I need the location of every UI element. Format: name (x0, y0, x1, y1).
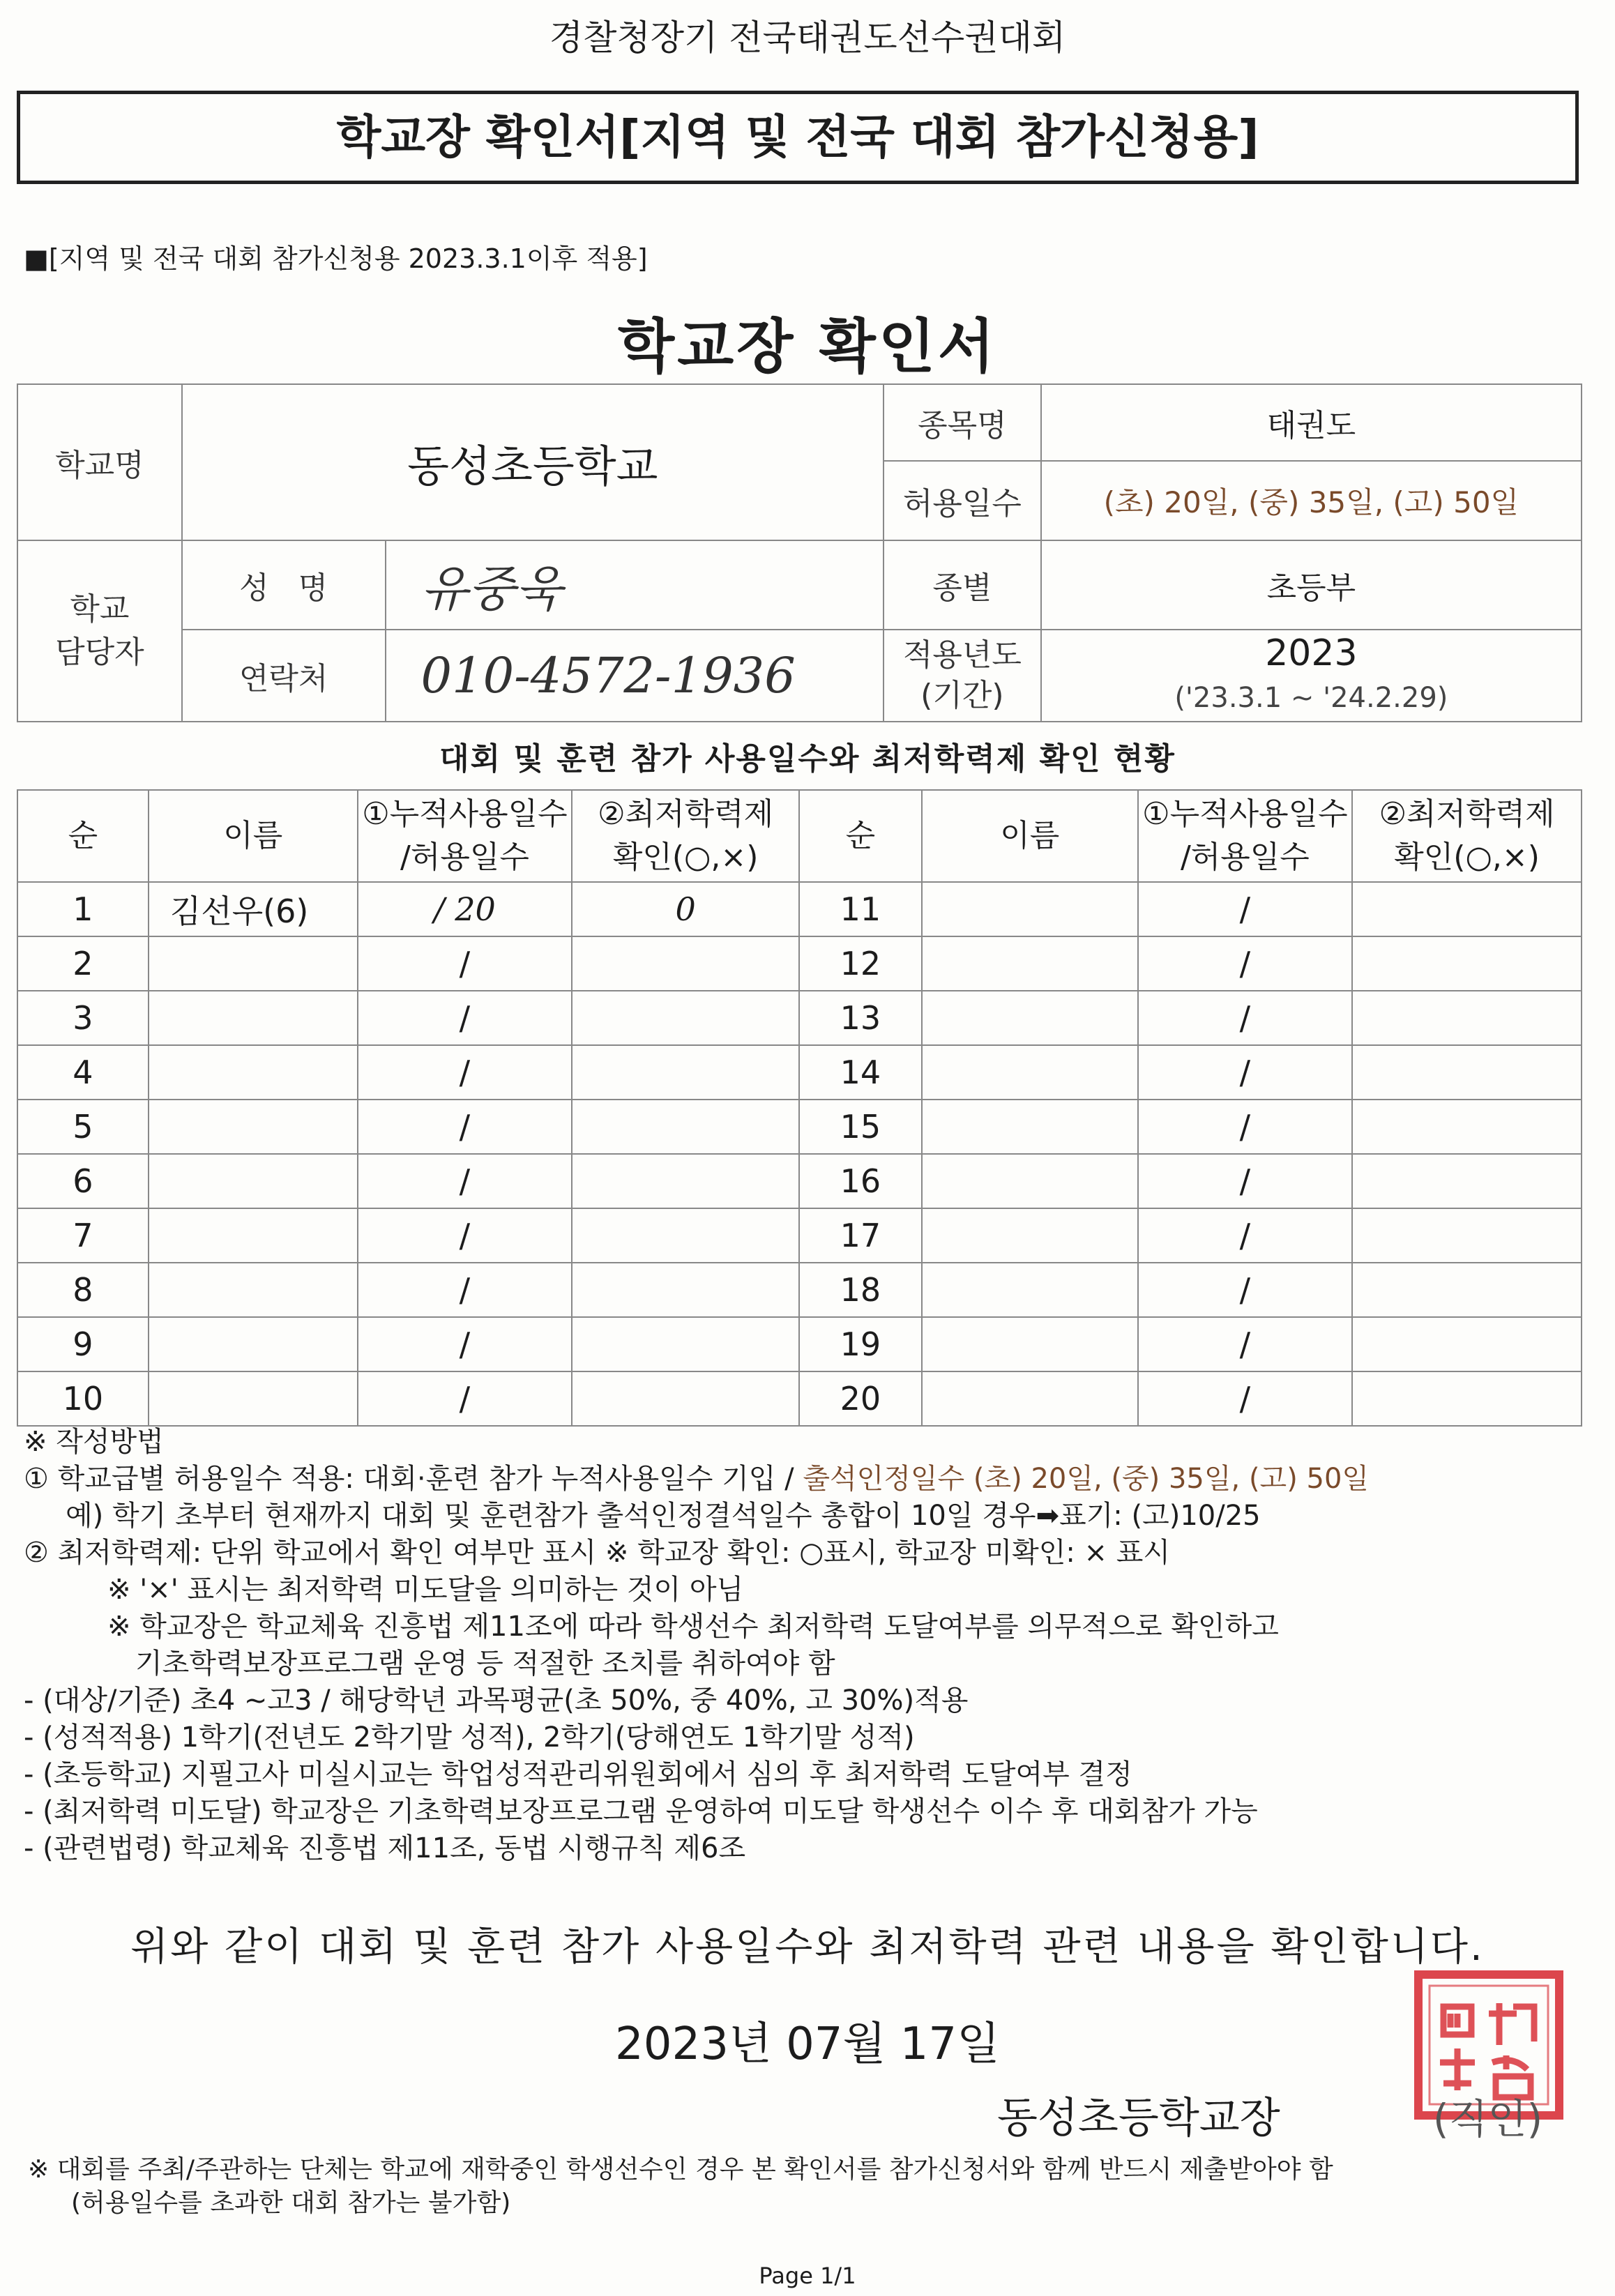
principal-title: 동성초등학교장 (997, 2094, 1280, 2143)
min-academic-check (572, 991, 799, 1045)
min-academic-check: 0 (572, 882, 799, 936)
min-academic-check (1352, 991, 1582, 1045)
instruction-1 (24, 1461, 1593, 1498)
days-used: / (358, 936, 573, 991)
days-used: / (358, 1317, 573, 1371)
instructions (24, 1424, 1593, 1867)
form-title: 학교장 확인서[지역 및 전국 대회 참가신청용] (336, 110, 1259, 164)
row-number: 3 (17, 991, 149, 1045)
min-academic-check (572, 1154, 799, 1208)
row-number: 2 (17, 936, 149, 991)
student-name (149, 1100, 358, 1154)
event-title: 경찰청장기 전국태권도선수권대회 (549, 17, 1066, 58)
days-used: / (1138, 1045, 1353, 1100)
student-name (922, 1371, 1138, 1426)
min-academic-check (1352, 1045, 1582, 1100)
table-row (17, 1371, 1582, 1426)
footer-note (28, 2153, 1597, 2220)
contact-name-signature: 유중욱 (386, 540, 884, 630)
contact-label (17, 540, 182, 722)
main-title: 학교장 확인서 (617, 312, 998, 381)
min-academic-check (572, 1371, 799, 1426)
row-number: 6 (17, 1154, 149, 1208)
days-used: / 20 (358, 882, 573, 936)
instruction-1-example: 예) 학기 초부터 현재까지 대회 및 훈련참가 출석인정결석일수 총합이 10일 경우➡표기: (고)10/25 (66, 1500, 1261, 1532)
student-name (922, 1045, 1138, 1100)
instruction-2-note-b1: ※ 학교장은 학교체육 진흥법 제11조에 따라 학생선수 최저학력 도달여부를 의무적으로 확인하고 (107, 1611, 1279, 1643)
days-used: / (1138, 1100, 1353, 1154)
row-number: 18 (799, 1263, 922, 1317)
school-info-table (17, 383, 1582, 722)
days-used: / (358, 1208, 573, 1263)
min-academic-check (1352, 882, 1582, 936)
student-name (922, 1263, 1138, 1317)
days-used: / (1138, 882, 1353, 936)
row-number: 11 (799, 882, 922, 936)
days-used: / (358, 1045, 573, 1100)
min-academic-check (1352, 1154, 1582, 1208)
instruction-2-note-a: ※ '×' 표시는 최저학력 미도달을 의미하는 것이 아님 (107, 1574, 744, 1606)
instruction-1-allowed: 출석인정일수 (초) 20일, (중) 35일, (고) 50일 (803, 1463, 1370, 1495)
row-number: 13 (799, 991, 922, 1045)
days-used: / (358, 1371, 573, 1426)
division-label: 종별 (884, 540, 1041, 630)
seal-mark-text: (직인) (1433, 2095, 1543, 2143)
allowed-days-value: (초) 20일, (중) 35일, (고) 50일 (1041, 461, 1582, 540)
days-used: / (358, 1154, 573, 1208)
min-academic-check (1352, 1100, 1582, 1154)
days-used: / (358, 991, 573, 1045)
row-number: 9 (17, 1317, 149, 1371)
roster-table (17, 789, 1582, 1427)
school-name: 동성초등학교 (182, 384, 884, 540)
header-days-line2: /허용일수 (1180, 839, 1310, 875)
detail-1: - (대상/기준) 초4 ~고3 / 해당학년 과목평균(초 50%, 중 40%, 고 30%)적용 (24, 1685, 969, 1717)
min-academic-check (572, 1100, 799, 1154)
contact-label-2: 담당자 (55, 634, 144, 670)
days-used: / (1138, 1371, 1353, 1426)
header-check-line2: 확인(○,×) (1394, 839, 1540, 875)
student-name (149, 1263, 358, 1317)
days-used: / (358, 1100, 573, 1154)
header-check-right (1352, 790, 1582, 882)
student-name (922, 1317, 1138, 1371)
confirmation-statement: 위와 같이 대회 및 훈련 참가 사용일수와 최저학력 관련 내용을 확인합니다. (130, 1924, 1485, 1970)
detail-5: - (관련법령) 학교체육 진흥법 제11조, 동법 시행규칙 제6조 (24, 1832, 746, 1864)
min-academic-check (1352, 1208, 1582, 1263)
days-used: / (1138, 1317, 1353, 1371)
header-check-line1: ②최저학력제 (598, 796, 774, 832)
instructions-heading: ※ 작성방법 (24, 1426, 164, 1458)
table-row (17, 991, 1582, 1045)
student-name (922, 991, 1138, 1045)
row-number: 20 (799, 1371, 922, 1426)
student-name (922, 1154, 1138, 1208)
student-name (149, 991, 358, 1045)
sport-label: 종목명 (884, 384, 1041, 461)
header-days-right (1138, 790, 1353, 882)
table-row (17, 1045, 1582, 1100)
detail-4: - (최저학력 미도달) 학교장은 기초학력보장프로그램 운영하여 미도달 학생선수 이수 후 대회참가 가능 (24, 1795, 1258, 1827)
days-used: / (1138, 1154, 1353, 1208)
instruction-1-text: ① 학교급별 허용일수 적용: 대회·훈련 참가 누적사용일수 기입 / (24, 1463, 803, 1495)
student-name: 김선우(6) (149, 882, 358, 936)
student-name (149, 936, 358, 991)
row-number: 17 (799, 1208, 922, 1263)
detail-2: - (성적적용) 1학기(전년도 2학기말 성적), 2학기(당해연도 1학기말 성적) (24, 1721, 915, 1754)
days-used: / (358, 1263, 573, 1317)
student-name (922, 1100, 1138, 1154)
row-number: 15 (799, 1100, 922, 1154)
header-days-line1: ①누적사용일수 (362, 796, 568, 832)
min-academic-check (572, 1208, 799, 1263)
contact-phone-label: 연락처 (182, 630, 386, 722)
applies-note: ■[지역 및 전국 대회 참가신청용 2023.3.1이후 적용] (24, 243, 648, 274)
header-seq-left: 순 (17, 790, 149, 882)
instruction-2-note-b2: 기초학력보장프로그램 운영 등 적절한 조치를 취하여야 함 (135, 1648, 835, 1680)
student-name (922, 882, 1138, 936)
table-row (17, 1154, 1582, 1208)
form-title-box (17, 91, 1579, 184)
min-academic-check (572, 1263, 799, 1317)
year-value (1041, 630, 1582, 722)
instruction-2: ② 최저학력제: 단위 학교에서 확인 여부만 표시 ※ 학교장 확인: ○표시, 학교장 미확인: × 표시 (24, 1537, 1171, 1569)
year-label (884, 630, 1041, 722)
min-academic-check (572, 1045, 799, 1100)
header-check-line1: ②최저학력제 (1379, 796, 1555, 832)
days-used: / (1138, 1263, 1353, 1317)
student-name (149, 1317, 358, 1371)
table-row (17, 1263, 1582, 1317)
header-days-line2: /허용일수 (400, 839, 529, 875)
page-number: Page 1/1 (759, 2263, 856, 2289)
student-name (149, 1208, 358, 1263)
division-value: 초등부 (1041, 540, 1582, 630)
header-check-left (572, 790, 799, 882)
table-row (17, 936, 1582, 991)
footer-line-1: ※ 대회를 주최/주관하는 단체는 학교에 재학중인 학생선수인 경우 본 확인서를 참가신청서와 함께 반드시 제출받아야 함 (28, 2155, 1333, 2184)
table-row (17, 882, 1582, 936)
row-number: 19 (799, 1317, 922, 1371)
contact-phone-handwritten: 010-4572-1936 (386, 630, 884, 722)
footer-line-2: (허용일수를 초과한 대회 참가는 불가함) (71, 2189, 511, 2217)
table-row (17, 1100, 1582, 1154)
contact-label-1: 학교 (70, 591, 130, 627)
table-row (17, 1208, 1582, 1263)
contact-name-label: 성 명 (182, 540, 386, 630)
header-days-left (358, 790, 573, 882)
header-check-line2: 확인(○,×) (612, 839, 759, 875)
min-academic-check (572, 936, 799, 991)
school-name-label: 학교명 (17, 384, 182, 540)
days-used: / (1138, 1208, 1353, 1263)
min-academic-check (1352, 936, 1582, 991)
table-row (17, 1317, 1582, 1371)
student-name (149, 1045, 358, 1100)
header-name-left: 이름 (149, 790, 358, 882)
row-number: 14 (799, 1045, 922, 1100)
row-number: 1 (17, 882, 149, 936)
allowed-days-label: 허용일수 (884, 461, 1041, 540)
days-used: / (1138, 936, 1353, 991)
header-days-line1: ①누적사용일수 (1142, 796, 1348, 832)
issue-date: 2023년 07월 17일 (615, 2018, 1000, 2070)
student-name (922, 1208, 1138, 1263)
year-label-1: 적용년도 (902, 637, 1022, 673)
student-name (149, 1371, 358, 1426)
header-name-right: 이름 (922, 790, 1138, 882)
row-number: 16 (799, 1154, 922, 1208)
sport-value: 태권도 (1041, 384, 1582, 461)
row-number: 8 (17, 1263, 149, 1317)
year: 2023 (1265, 632, 1358, 674)
detail-3: - (초등학교) 지필고사 미실시교는 학업성적관리위원회에서 심의 후 최저학력 도달여부 결정 (24, 1758, 1132, 1791)
table-caption: 대회 및 훈련 참가 사용일수와 최저학력제 확인 현황 (439, 741, 1176, 777)
roster-header-row (17, 790, 1582, 882)
student-name (149, 1154, 358, 1208)
row-number: 12 (799, 936, 922, 991)
row-number: 7 (17, 1208, 149, 1263)
min-academic-check (572, 1317, 799, 1371)
min-academic-check (1352, 1371, 1582, 1426)
row-number: 10 (17, 1371, 149, 1426)
year-label-2: (기간) (920, 678, 1004, 713)
days-used: / (1138, 991, 1353, 1045)
min-academic-check (1352, 1263, 1582, 1317)
period: ('23.3.1 ~ '24.2.29) (1174, 682, 1448, 714)
student-name (922, 936, 1138, 991)
header-seq-right: 순 (799, 790, 922, 882)
row-number: 4 (17, 1045, 149, 1100)
row-number: 5 (17, 1100, 149, 1154)
min-academic-check (1352, 1317, 1582, 1371)
